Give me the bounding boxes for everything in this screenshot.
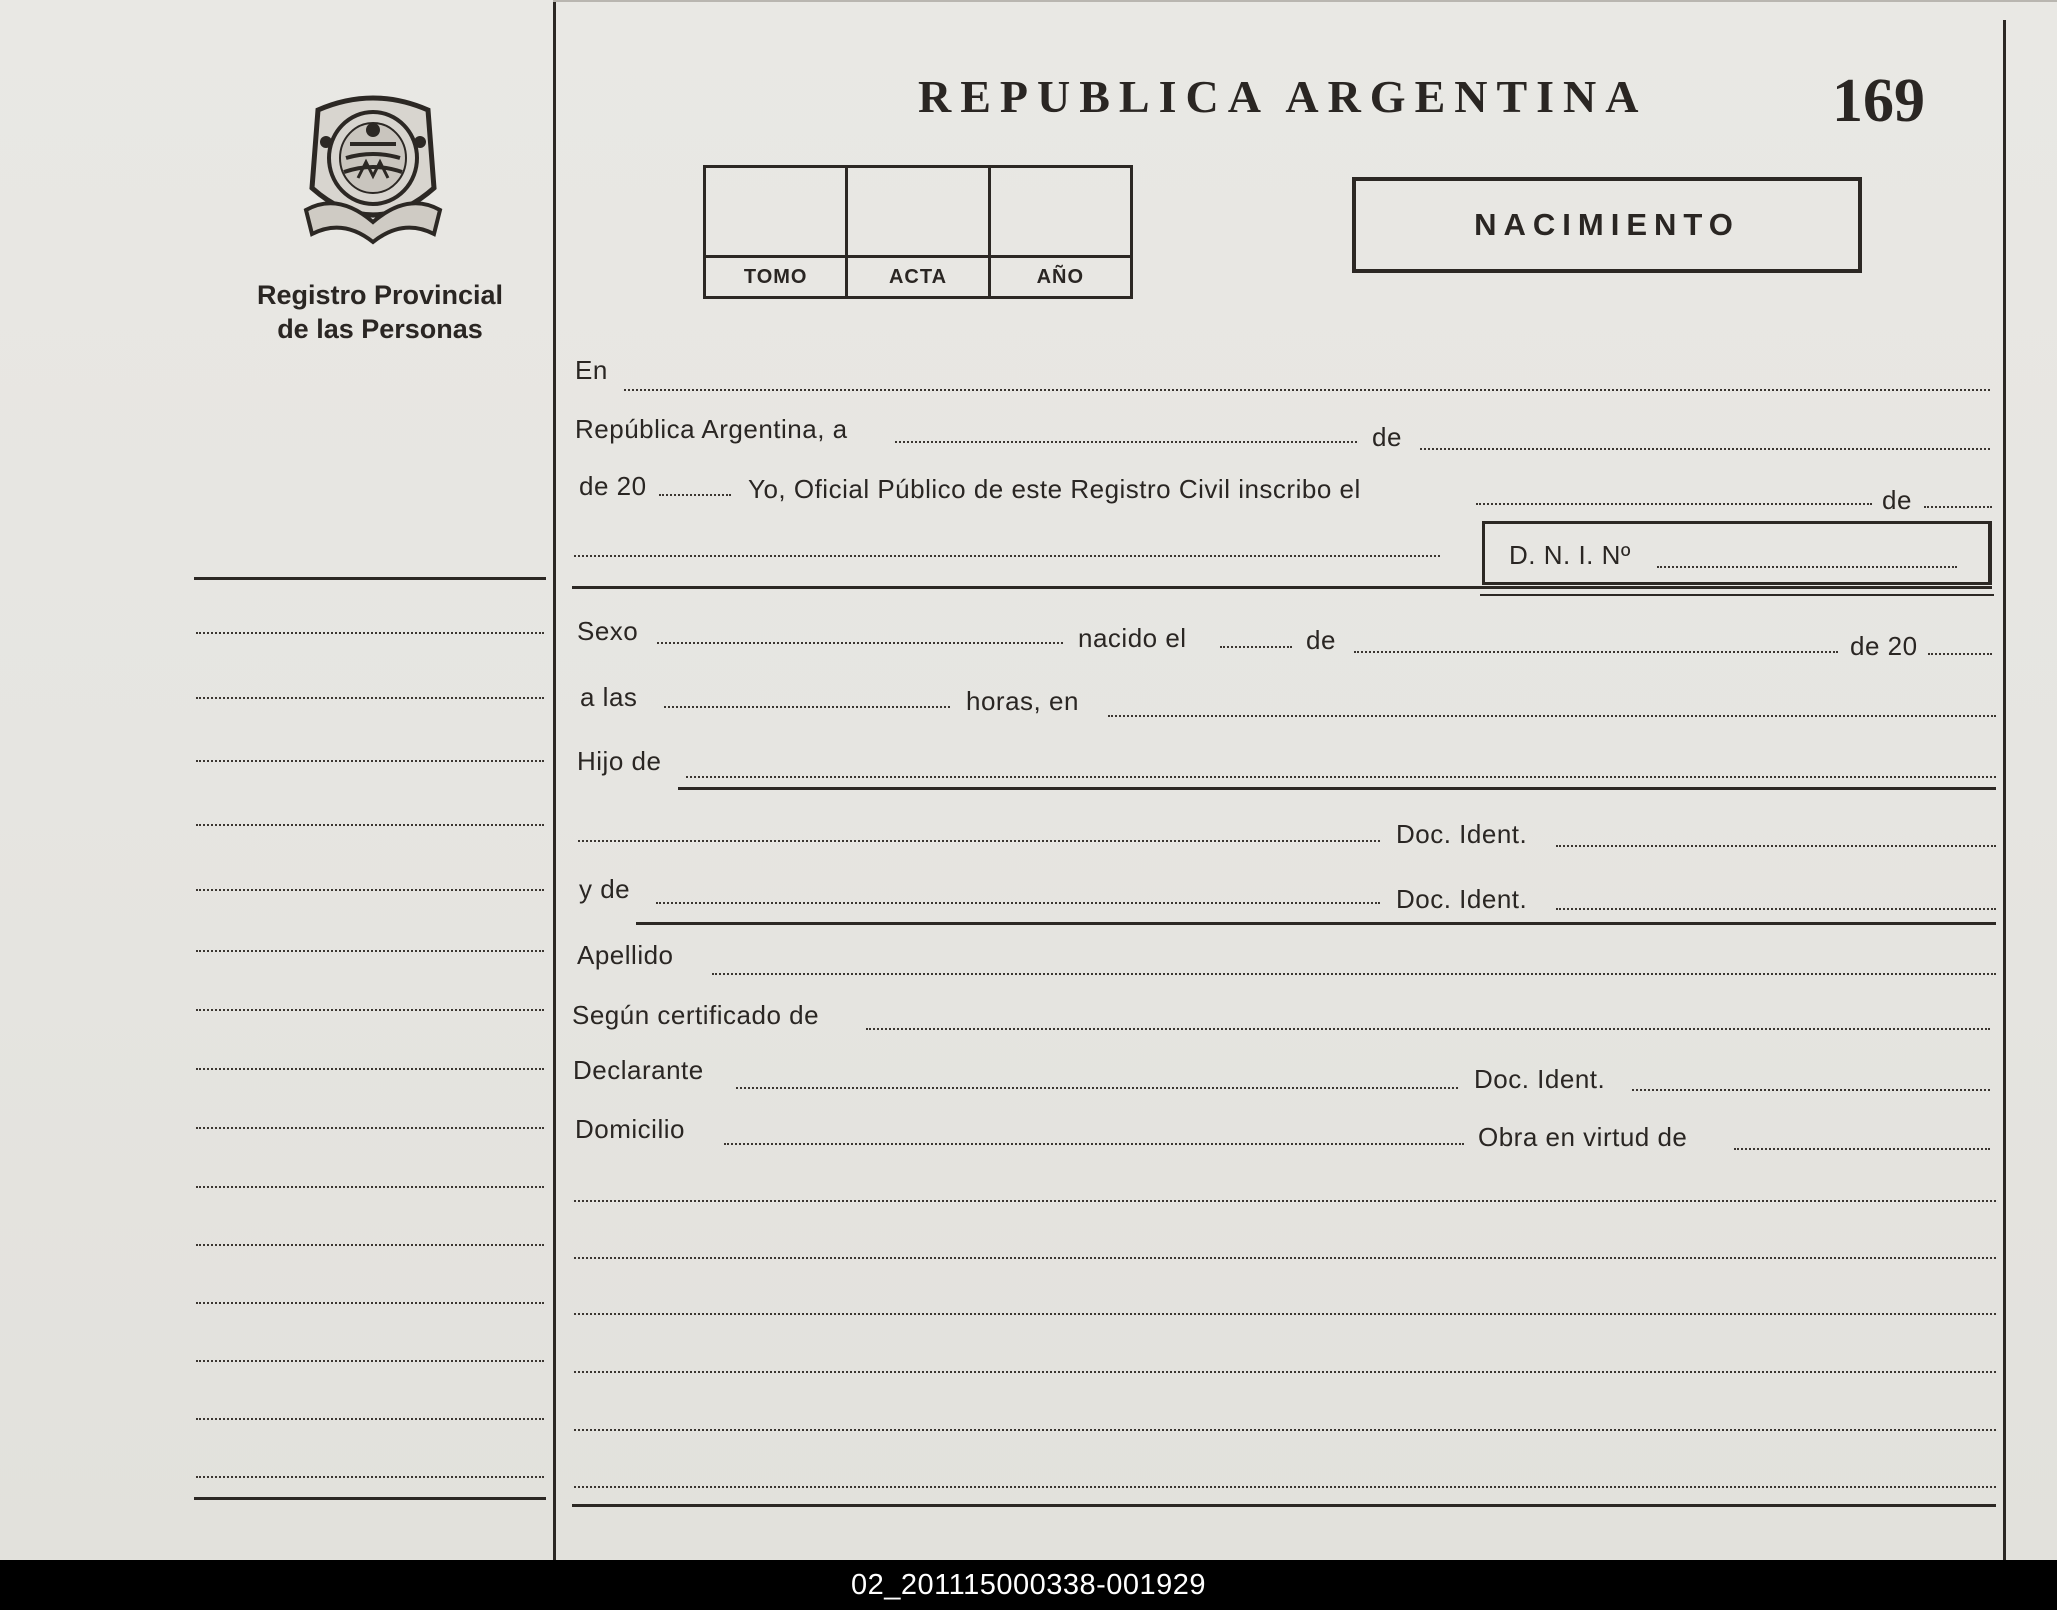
registry-name xyxy=(220,278,540,346)
margin-line[interactable] xyxy=(196,1302,544,1304)
de-label-3: de xyxy=(1306,625,1336,655)
margin-line[interactable] xyxy=(196,1418,544,1420)
year-field[interactable] xyxy=(659,494,731,496)
right-border xyxy=(2003,20,2006,1560)
hour-field[interactable] xyxy=(664,706,950,708)
margin-line[interactable] xyxy=(196,697,544,699)
obra-en-virtud-field[interactable] xyxy=(1734,1148,1990,1150)
margin-line[interactable] xyxy=(196,950,544,952)
margin-line[interactable] xyxy=(196,1360,544,1362)
domicilio-label: Domicilio xyxy=(575,1114,685,1144)
sexo-field[interactable] xyxy=(657,642,1063,644)
margin-rule-bottom xyxy=(194,1497,546,1500)
tomo-cell[interactable] xyxy=(706,168,848,296)
margin-line[interactable] xyxy=(196,760,544,762)
observation-line[interactable] xyxy=(574,1257,1996,1259)
margin-line[interactable] xyxy=(196,824,544,826)
de-label-2: de xyxy=(1882,485,1912,515)
anio-cell[interactable] xyxy=(991,168,1130,296)
dni-field[interactable] xyxy=(1657,566,1957,568)
margin-rule-top xyxy=(194,577,546,580)
father-name-cont-field[interactable] xyxy=(578,840,1380,842)
country-title: REPUBLICA ARGENTINA xyxy=(918,71,1648,122)
margin-divider xyxy=(553,0,556,1560)
republica-a-label: República Argentina, a xyxy=(575,414,848,444)
inscribo-field[interactable] xyxy=(1476,503,1872,505)
birth-month-field[interactable] xyxy=(1354,651,1838,653)
dni-box xyxy=(1482,521,1992,585)
parent-rule-2 xyxy=(636,922,1996,925)
doc-ident-label-3: Doc. Ident. xyxy=(1474,1064,1606,1094)
declarante-doc-field[interactable] xyxy=(1632,1089,1990,1091)
form-bottom-rule xyxy=(572,1504,1996,1507)
apellido-label: Apellido xyxy=(577,940,674,970)
a-las-label: a las xyxy=(580,682,638,712)
horas-en-label: horas, en xyxy=(966,686,1079,716)
margin-line[interactable] xyxy=(196,1127,544,1129)
inscribo-de-field[interactable] xyxy=(1924,506,1992,508)
doc-ident-label-2: Doc. Ident. xyxy=(1396,884,1528,914)
margin-line[interactable] xyxy=(196,1068,544,1070)
declarante-label: Declarante xyxy=(573,1055,704,1085)
observation-line[interactable] xyxy=(574,1200,1996,1202)
margin-line[interactable] xyxy=(196,1244,544,1246)
margin-line[interactable] xyxy=(196,1009,544,1011)
y-de-label: y de xyxy=(579,874,631,904)
day-field[interactable] xyxy=(895,441,1357,443)
misiones-province-emblem xyxy=(298,92,448,252)
nacido-el-label: nacido el xyxy=(1078,623,1187,653)
birth-year-prefix: de 20 xyxy=(1850,631,1918,661)
observation-line[interactable] xyxy=(574,1313,1996,1315)
margin-line[interactable] xyxy=(196,632,544,634)
observation-line[interactable] xyxy=(574,1486,1996,1488)
year-prefix-label: de 20 xyxy=(579,471,647,501)
acta-label: ACTA xyxy=(848,255,987,296)
month-field[interactable] xyxy=(1420,448,1990,450)
father-doc-field[interactable] xyxy=(1556,845,1996,847)
doc-ident-label-1: Doc. Ident. xyxy=(1396,819,1528,849)
scan-id-footer: 02_201115000338-001929 xyxy=(0,1560,2057,1610)
tomo-label: TOMO xyxy=(706,255,845,296)
section-rule-1 xyxy=(572,586,1992,589)
apellido-field[interactable] xyxy=(712,973,1996,975)
oficial-statement: Yo, Oficial Público de este Registro Civil inscribo el xyxy=(748,474,1361,504)
en-label: En xyxy=(575,355,608,385)
margin-line[interactable] xyxy=(196,1476,544,1478)
hijo-de-label: Hijo de xyxy=(577,746,662,776)
parent-rule-1 xyxy=(678,787,1996,790)
acta-cell[interactable] xyxy=(848,168,990,296)
mother-doc-field[interactable] xyxy=(1556,908,1996,910)
en-field[interactable] xyxy=(624,389,1990,391)
sexo-label: Sexo xyxy=(577,616,639,646)
margin-line[interactable] xyxy=(196,1186,544,1188)
domicilio-field[interactable] xyxy=(724,1143,1464,1145)
anio-label: AÑO xyxy=(991,255,1130,296)
observation-line[interactable] xyxy=(574,1371,1996,1373)
birth-day-field[interactable] xyxy=(1220,646,1292,648)
section-rule-1b xyxy=(1480,594,1994,596)
registry-name-line2: de las Personas xyxy=(277,314,483,344)
record-type-box: NACIMIENTO xyxy=(1352,177,1862,273)
top-edge xyxy=(553,0,2057,2)
registry-name-line1: Registro Provincial xyxy=(256,280,504,310)
person-name-field[interactable] xyxy=(574,555,1440,557)
birth-place-field[interactable] xyxy=(1108,715,1996,717)
birth-year-field[interactable] xyxy=(1928,653,1992,655)
de-label: de xyxy=(1372,422,1402,452)
segun-certificado-label: Según certificado de xyxy=(572,1000,820,1030)
father-name-field[interactable] xyxy=(686,776,1996,778)
dni-label: D. N. I. Nº xyxy=(1509,540,1631,570)
observation-line[interactable] xyxy=(574,1429,1996,1431)
obra-en-virtud-label: Obra en virtud de xyxy=(1478,1122,1688,1152)
mother-name-field[interactable] xyxy=(656,902,1380,904)
form-number: 169 xyxy=(1832,67,1925,135)
record-reference-box xyxy=(703,165,1133,299)
certificado-field[interactable] xyxy=(866,1028,1990,1030)
declarante-field[interactable] xyxy=(736,1087,1458,1089)
margin-line[interactable] xyxy=(196,889,544,891)
